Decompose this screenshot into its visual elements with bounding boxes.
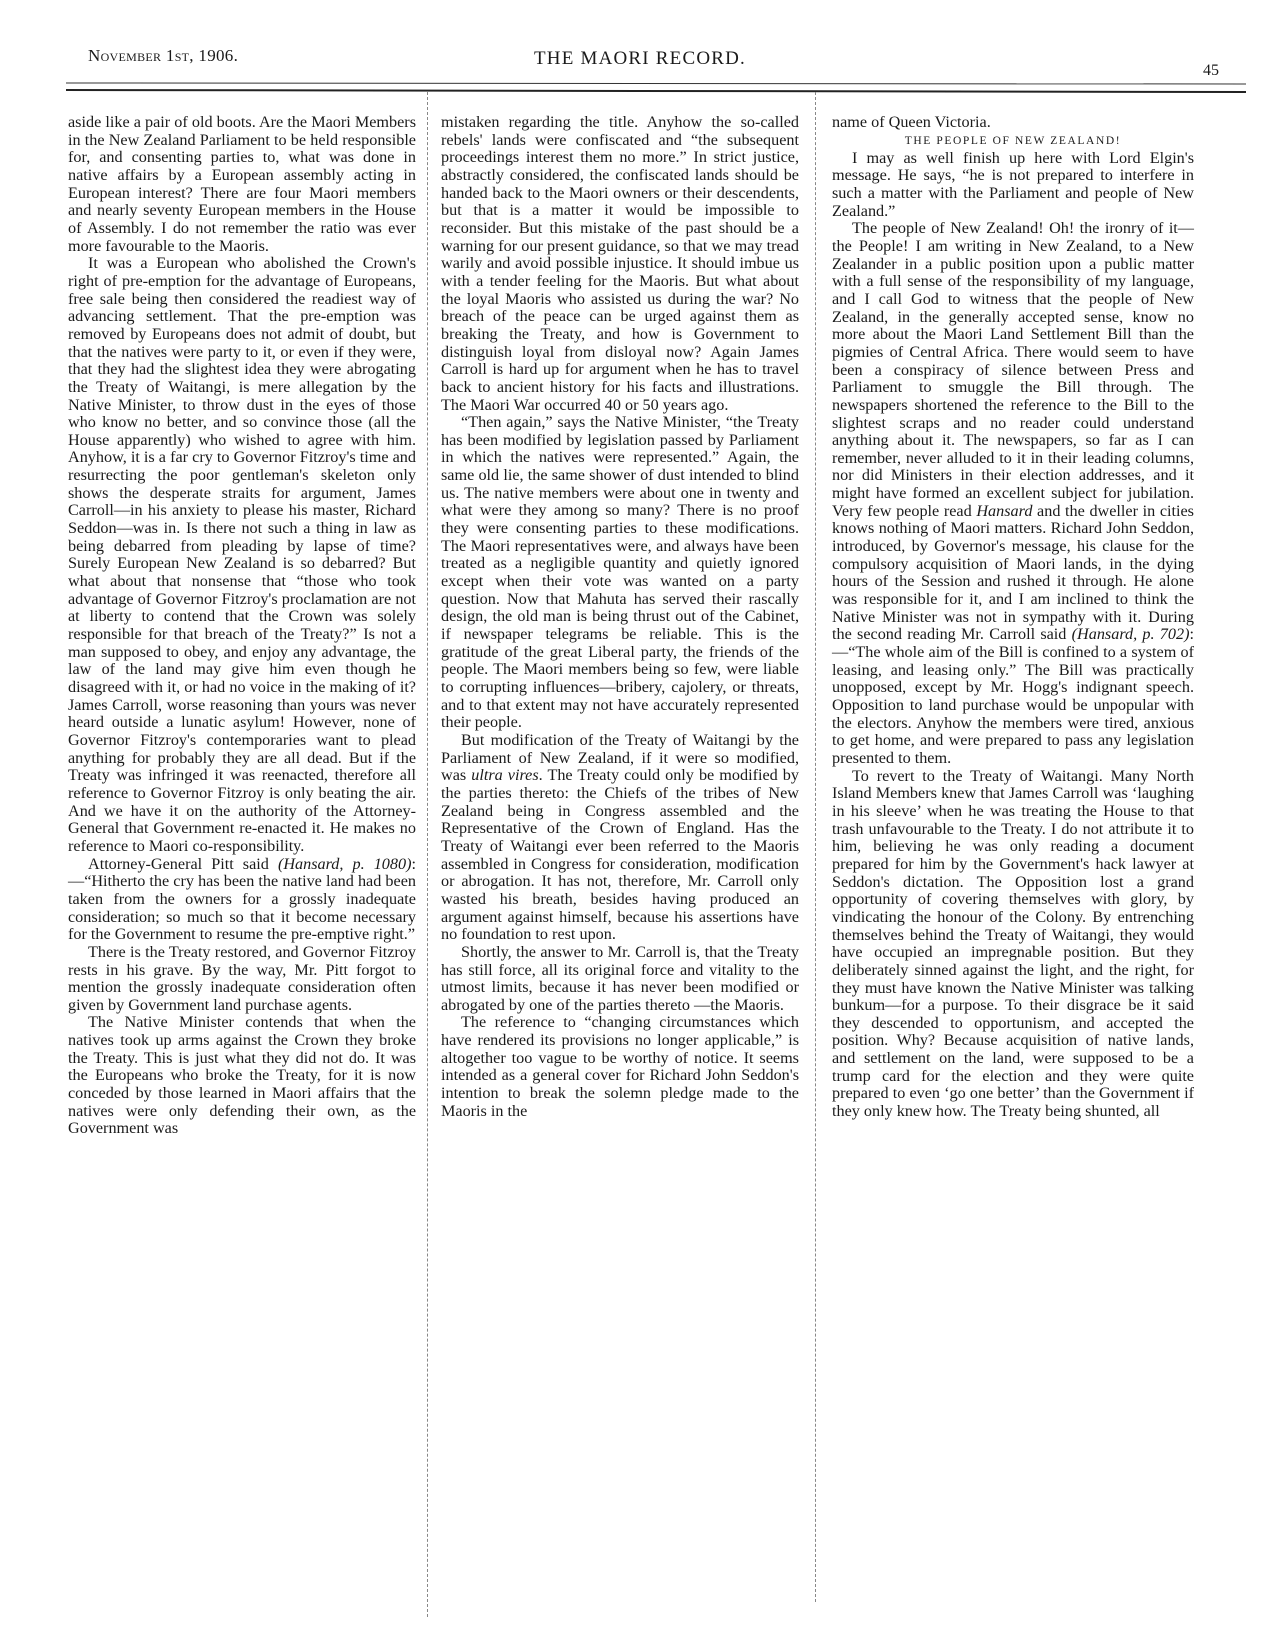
paragraph bbox=[832, 114, 1194, 132]
paragraph bbox=[441, 114, 799, 414]
paragraph-text: mistaken regarding the title. Anyhow the so-called rebels' lands were confiscated and “the subsequent proceedings interest them no more.” In strict justice, abstractly considered, the confiscated lands should be handed back to the Maori owners or their descendents, but that is a matter it would be impossible to reconsider. But this mistake of the past should be a warning for our present guidance, so that we may tread warily and avoid possible injustice. It should imbue us with a tender feeling for the Maoris. But what about the loyal Maoris who assisted us during the war? No breach of the peace can be urged against them as breaking the Treaty, and how is Government to distinguish loyal from disloyal now? Again James Carroll is hard up for argument when he has to travel back to ancient history for his facts and illustrations. The Maori War occurred 40 or 50 years ago. bbox=[441, 113, 799, 414]
paragraph-text: There is the Treaty restored, and Governor Fitzroy rests in his grave. By the way, Mr. Pitt forgot to mention the grossly inadequate consideration often given by Government land purchase agents. bbox=[68, 942, 416, 1014]
paragraph-text: name of Queen Victoria. bbox=[832, 113, 991, 131]
paragraph-text: It was a European who abolished the Crown's right of pre-emption for the advantage of Europeans, free sale being then considered the readiest way of advancing settlement. That the pre-emption was removed by Europeans does not admit of doubt, but that the natives were party to it, or even if they were, that they had the slightest idea they were abrogating the Treaty of Waitangi, is mere allegation by the Native Minister, to throw dust in the eyes of those who know no better, and so convince those (all the House apparently) who wished to agree with him. Anyhow, it is a far cry to Governor Fitzroy's time and resurrecting the poor gentleman's skeleton only shows the desperate straits for argument, James Carroll—in his anxiety to please his master, Richard Seddon—was in. Is there not such a thing in law as being debarred from pleading by lapse of time? Surely European New Zealand is so debarred? But what about that nonsense that “those who took advantage of Governor Fitzroy's proclamation are not at liberty to contend that the Crown was solely responsible for that breach of the Treaty?” Is not a man supposed to obey, and enjoy any advantage, the law of the land may give him even though he disagreed with it, or had no voice in the making of it? James Carroll, worse reasoning than yours was never heard outside a lunatic asylum! However, none of Governor Fitzroy's contemporaries want to plead anything for probably they are all dead. But if the Treaty was infringed it was reenacted, therefore all reference to Governor Fitzroy is only beating the air. And we have it on the authority of the Attorney-General that Government re-enacted it. He makes no reference to Maori co-responsibility. bbox=[68, 254, 416, 855]
paragraph-text: The Native Minister contends that when the natives took up arms against the Crown they broke the Treaty. This is just what they did not do. It was the Europeans who broke the Treaty, for it is now conceded by those learned in Maori affairs that the natives were only defending their own, as the Government was bbox=[68, 1013, 416, 1138]
paragraph-text: Attorney-General Pitt said bbox=[88, 854, 278, 873]
issue-date: November 1st, 1906. bbox=[88, 46, 239, 65]
column-divider bbox=[815, 92, 816, 1602]
paragraph-text: “Then again,” says the Native Minister, “the Treaty has been modified by legislation passed by Parliament in which the natives were represented.” Again, the same old lie, the same shower of dust intended to blind us. The native members were about one in twenty and what were they among so many? There is no proof they were consenting parties to these modifications. The Maori representatives were, and always have been treated as a negligible quantity and quietly ignored except when their vote was wanted on a party question. Now that Mahuta has served their rascally design, the old man is being thrust out of the Cabinet, if newspaper telegrams be reliable. This is the gratitude of the great Liberal party, the friends of the people. The Maori members being so few, were liable to corrupting influences—bribery, cajolery, or threats, and to that extent may not have accurately represented their people. bbox=[441, 413, 799, 732]
paragraph bbox=[441, 1014, 799, 1120]
citation-text: (Hansard, p. 702) bbox=[1071, 625, 1190, 644]
paragraph-text: :—“The whole aim of the Bill is confined to a system of leasing, and leasing only.” The Bill was practically unopposed, except by Mr. Hogg's indignant speech. Opposition to land purchase would be unpopular with the electors. Anyhow the members were tired, anxious to get home, and were prepared to pass any legislation presented to them. bbox=[832, 625, 1194, 767]
paragraph bbox=[832, 150, 1194, 221]
publication-title: THE MAORI RECORD. bbox=[534, 48, 746, 69]
paragraph bbox=[68, 255, 416, 855]
column-divider bbox=[427, 92, 428, 1617]
paragraph-text: But modification of the Treaty of Waitangi by the Parliament of New Zealand, if it were so modified, was bbox=[441, 730, 799, 785]
citation-text: (Hansard, p. 1080) bbox=[277, 854, 412, 873]
paragraph-text: and the dweller in cities knows nothing of Maori matters. Richard John Seddon, introduced, by Governor's message, his clause for the compulsory acquisition of Maori lands, in the dying hours of the Session and rushed it through. He alone was responsible for it, and I am inclined to think the Native Minister was not in sympathy with it. During the second reading Mr. Carroll said bbox=[832, 501, 1194, 644]
paragraph bbox=[68, 856, 416, 944]
citation-text: ultra vires bbox=[471, 766, 539, 785]
text-column-2 bbox=[441, 114, 799, 1120]
citation-text: Hansard bbox=[976, 501, 1033, 520]
paragraph-text: THE PEOPLE OF NEW ZEALAND! bbox=[904, 134, 1122, 147]
paragraph-text: Shortly, the answer to Mr. Carroll is, that the Treaty has still force, all its original force and vitality to the utmost limits, because it has never been modified or abrogated by one of the parties thereto —the Maoris. bbox=[441, 942, 799, 1014]
paragraph bbox=[441, 414, 799, 732]
paragraph-text: To revert to the Treaty of Waitangi. Many North Island Members knew that James Carroll was ‘laughing in his sleeve’ when he was treating the House to that trash unfavourable to the Treaty. I do not attribute it to him, believing he was only reading a document prepared for him by the Government's hack lawyer at Seddon's dictation. The Opposition lost a grand opportunity of covering themselves with glory, by vindicating the honour of the Colony. By entrenching themselves behind the Treaty of Waitangi, they would have occupied an impregnable position. But they deliberately sinned against the light, and the right, for they must have known the Native Minister was talking bunkum—for a purpose. To their disgrace be it said they descended to opportunism, and accepted the position. Why? Because acquisition of native lands, and settlement on the land, were supposed to be a trump card for the election and they were quite prepared to even ‘go one better’ than the Government if they only knew how. The Treaty being shunted, all bbox=[832, 766, 1194, 1121]
paragraph bbox=[832, 768, 1194, 1121]
paragraph-text: I may as well finish up here with Lord Elgin's message. He says, “he is not prepared to interfere in such a matter with the Parliament and people of New Zealand.” bbox=[832, 148, 1194, 220]
paragraph bbox=[832, 220, 1194, 767]
paragraph bbox=[441, 732, 799, 944]
paragraph-text: . The Treaty could only be modified by the parties thereto: the Chiefs of the tribes of New Zealand being in Congress assembled and the Representative of the Crown of England. Has the Treaty of Waitangi ever been referred to the Maoris assembled in Congress for consideration, modification or abrogation. It has not, therefore, Mr. Carroll only wasted his breath, besides having produced an argument against himself, because his assertions have no foundation to rest upon. bbox=[441, 766, 799, 944]
paragraph-text: aside like a pair of old boots. Are the Maori Members in the New Zealand Parliament to be held responsible for, and consenting parties to, what was done in native affairs by a European assembly acting in European interest? There are four Maori members and nearly seventy European members in the House of Assembly. I do not remember the ratio was ever more favourable to the Maoris. bbox=[68, 113, 416, 255]
header-rule-thick bbox=[66, 89, 1246, 93]
paragraph bbox=[68, 944, 416, 1015]
text-column-3 bbox=[832, 114, 1194, 1121]
paragraph bbox=[441, 944, 799, 1015]
page-number: 45 bbox=[1203, 62, 1219, 79]
paragraph-text: :—“Hitherto the cry has been the native land had been taken from the owners for a grossly inadequate consideration; so much so that it become necessary for the Government to resume the pre-emptive right.” bbox=[68, 854, 416, 944]
paragraph-text: The people of New Zealand! Oh! the ironry of it—the People! I am writing in New Zealand, to a New Zealander in a public position upon a public matter with a full sense of the responsibility of my language, and I call God to witness that the people of New Zealand, in the generally accepted sense, know no more about the Maori Land Settlement Bill than the pigmies of Central Africa. There would seem to have been a conspiracy of silence between Press and Parliament to smuggle the Bill through. The newspapers shortened the reference to the Bill to the slightest scraps and no reader could understand anything about it. The newspapers, so far as I can remember, never alluded to it in their leading columns, nor did Ministers in their election addresses, and it might have formed an excellent subject for jubilation. Very few people read bbox=[832, 219, 1194, 520]
header-rule-thin bbox=[66, 82, 1246, 84]
paragraph-text: The reference to “changing circumstances which have rendered its provisions no longer applicable,” is altogether too vague to be worthy of notice. It seems intended as a general cover for Richard John Seddon's intention to break the solemn pledge made to the Maoris in the bbox=[441, 1013, 799, 1120]
paragraph bbox=[68, 114, 416, 255]
paragraph bbox=[68, 1014, 416, 1138]
section-subheading bbox=[832, 133, 1194, 150]
text-column-1 bbox=[68, 114, 416, 1138]
